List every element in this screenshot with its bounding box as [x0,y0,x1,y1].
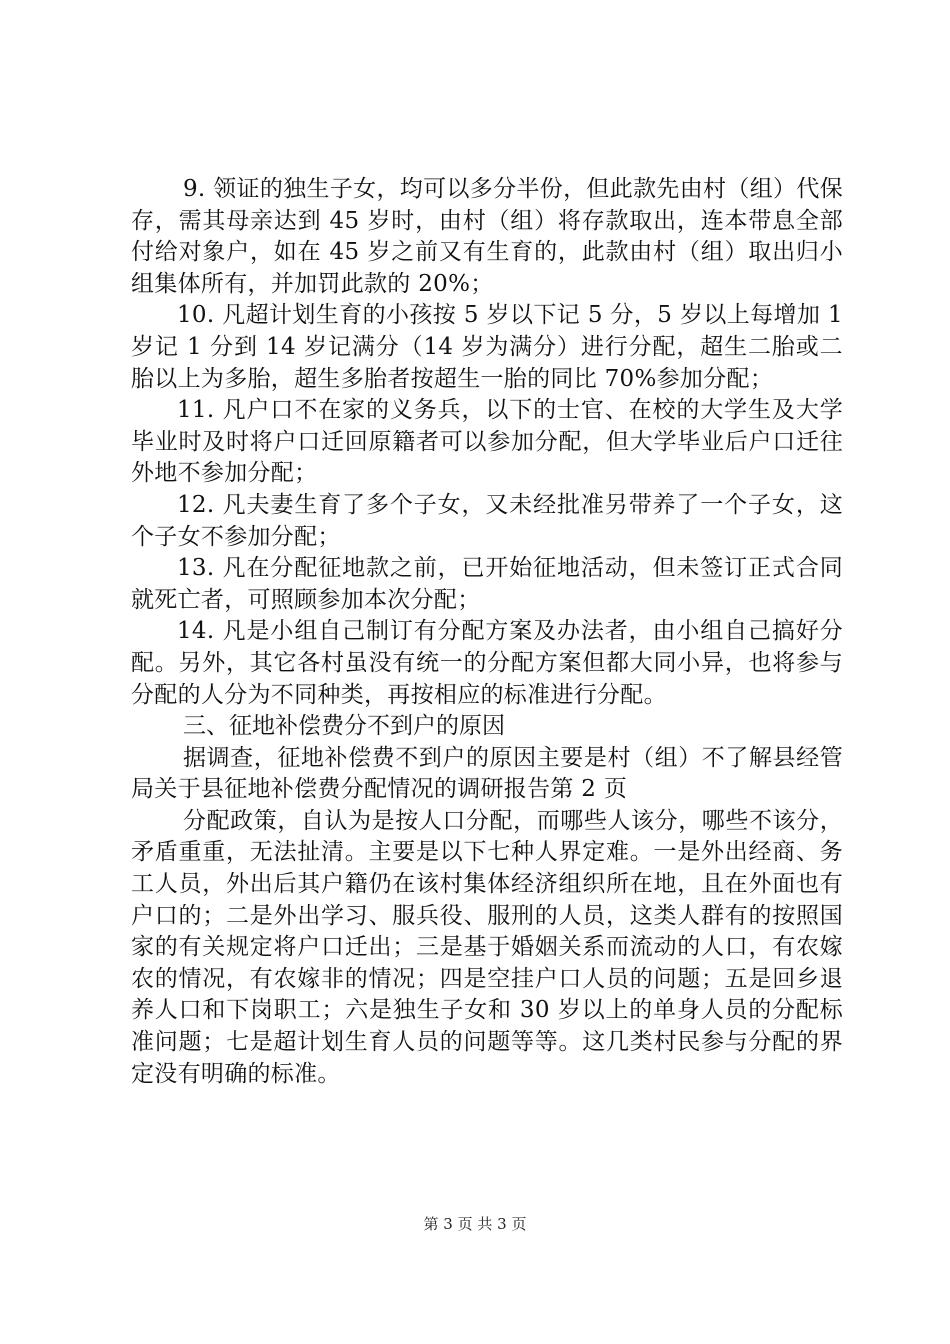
paragraph-policy: 分配政策，自认为是按人口分配，而哪些人该分，哪些不该分，矛盾重重，无法扯清。主要是以下七种人界定难。一是外出经商、务工人员，外出后其户籍仍在该村集体经济组织所在地，且在外面也有户口的；二是外出学习、服兵役、服刑的人员，这类人群有的按照国家的有关规定将户口迁出；三是基于婚姻关系而流动的人口，有农嫁农的情况，有农嫁非的情况；四是空挂户口人员的问题；五是回乡退养人口和下岗职工；六是独生子女和 30 岁以上的单身人员的分配标准问题；七是超计划生育人员的问题等等。这几类村民参与分配的界定没有明确的标准。 [131,807,843,1087]
paragraph-survey: 据调查，征地补偿费不到户的原因主要是村（组）不了解县经管局关于县征地补偿费分配情况的调研报告第 2 页 [131,744,843,803]
paragraph-item-11: 11. 凡户口不在家的义务兵，以下的士官、在校的大学生及大学毕业时及时将户口迁回原籍者可以参加分配，但大学毕业后户口迁往外地不参加分配； [131,397,843,487]
paragraph-item-10: 10. 凡超计划生育的小孩按 5 岁以下记 5 分，5 岁以上每增加 1 岁记 1 分到 14 岁记满分（14 岁为满分）进行分配，超生二胎或二胎以上为多胎，超生多胎者按超生一胎的同比 70%参加分配； [131,302,843,392]
paragraph-item-9: 9. 领证的独生子女，均可以多分半份，但此款先由村（组）代保存，需其母亲达到 45 岁时，由村（组）将存款取出，连本带息全部付给对象户，如在 45 岁之前又有生育的，此款由村（组）取出归小组集体所有，并加罚此款的 20%； [131,176,843,297]
paragraph-item-14: 14. 凡是小组自己制订有分配方案及办法者，由小组自己搞好分配。另外，其它各村虽没有统一的分配方案但都大同小异，也将参与分配的人分为不同种类，再按相应的标准进行分配。 [131,618,843,708]
page-footer: 第 3 页 共 3 页 [423,1215,527,1233]
paragraph-item-12: 12. 凡夫妻生育了多个子女，又未经批准另带养了一个子女，这个子女不参加分配； [131,491,843,550]
paragraph-item-13: 13. 凡在分配征地款之前，已开始征地活动，但未签订正式合同就死亡者，可照顾参加本次分配； [131,555,843,613]
section-heading-3: 三、征地补偿费分不到户的原因 [183,713,505,740]
document-body [131,174,843,1090]
